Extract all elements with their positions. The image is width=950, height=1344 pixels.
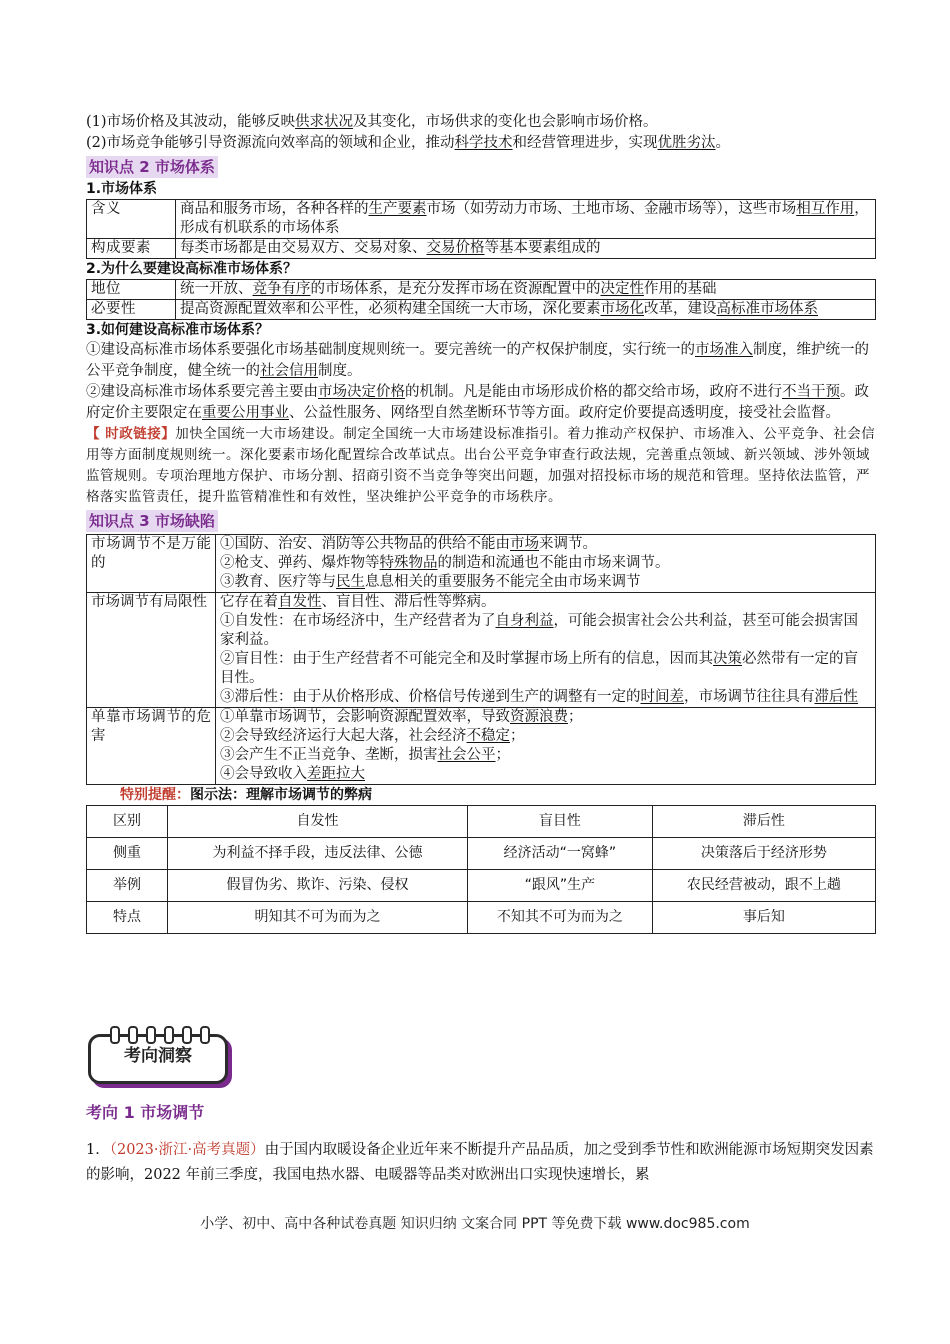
cell-line xyxy=(220,765,871,784)
answer-blank: 相互作用 xyxy=(796,201,855,217)
text-segment: 。 xyxy=(715,135,731,151)
cell-line xyxy=(220,650,871,688)
text-segment: 的市场体系，是充分发挥市场在资源配置中的 xyxy=(310,281,601,297)
table-row xyxy=(87,902,876,934)
table-cell: 经济活动“一窝蜂” xyxy=(467,838,652,870)
document-body xyxy=(86,112,876,934)
text-segment: ，可能会损害社会公共利益，甚至可能会损害国家利益。 xyxy=(220,613,858,648)
row-content xyxy=(176,300,876,320)
answer-blank: 竞争有序 xyxy=(252,281,311,297)
row-label: 必要性 xyxy=(87,300,176,320)
answer-blank: 差距拉大 xyxy=(307,766,365,782)
text-segment: ②建设高标准市场体系要完善主要由 xyxy=(86,384,318,400)
text-segment: ②盲目性：由于生产经营者不可能完全和及时掌握市场上所有的信息，因而其 xyxy=(220,651,713,667)
table-row xyxy=(87,200,876,239)
text-segment: 作用的基础 xyxy=(644,281,717,297)
cell-line xyxy=(220,535,871,554)
text-segment: ，市场调节往往具有 xyxy=(684,689,815,705)
text-segment: ①建设高标准市场体系要强化市场基础制度规则统一。要完善统一的产权保护制度，实行统一的 xyxy=(86,342,695,358)
table-row xyxy=(87,300,876,320)
why-build-table xyxy=(86,279,876,320)
table-cell: 事后知 xyxy=(652,902,875,934)
text-segment: 及其变化，市场供求的变化也会影响市场价格。 xyxy=(353,114,658,130)
text-segment: ①单靠市场调节，会影响资源配置效率，导致 xyxy=(220,709,510,725)
table-cell: 决策落后于经济形势 xyxy=(652,838,875,870)
row-label: 地位 xyxy=(87,280,176,300)
current-affairs-text: 加快全国统一大市场建设。制定全国统一大市场建设标准指引。着力推动产权保护、市场准入、公平竞争、社会信用等方面制度规则统一。深化要素市场化配置综合改革试点。出台公平竞争审查行政法规，完善重点领域、新兴领域、涉外领域监管规则。专项治理地方保护、市场分割、招商引资不当竞争等突出问题，加强对招投标市场的规范和管理。坚持依法监管，严格落实监管责任，提升监管精准性和有效性，坚决维护公平竞争的市场秩序。 xyxy=(86,426,876,505)
row-content xyxy=(216,535,876,593)
table-cell: 不知其不可为而为之 xyxy=(467,902,652,934)
text-segment: 来调节。 xyxy=(539,536,597,552)
row-content xyxy=(176,280,876,300)
answer-blank: 市场决定价格 xyxy=(318,384,405,400)
answer-blank: 高标准市场体系 xyxy=(716,301,818,317)
text-segment: 制度。 xyxy=(318,363,362,379)
reminder-text: 图示法：理解市场调节的弊病 xyxy=(190,787,372,803)
intro-line-1 xyxy=(86,112,876,133)
table-cell: “跟风”生产 xyxy=(467,870,652,902)
cell-line xyxy=(220,612,871,650)
kp2-title: 知识点 2 市场体系 xyxy=(86,156,218,178)
current-affairs-link xyxy=(86,424,876,508)
kp3-title: 知识点 3 市场缺陷 xyxy=(86,510,218,532)
cell-line xyxy=(220,708,871,727)
row-content xyxy=(216,708,876,785)
reminder-tag: 特别提醒： xyxy=(120,787,190,803)
text-segment: 提高资源配置效率和公平性，必须构建全国统一大市场，深化要素 xyxy=(180,301,601,317)
answer-blank: 重要公用事业 xyxy=(202,405,289,421)
table-row xyxy=(87,280,876,300)
text-segment: 市场（如劳动力市场、土地市场、金融市场等），这些市场 xyxy=(426,201,797,217)
table-row xyxy=(87,708,876,785)
text-segment: ①国防、治安、消防等公共物品的供给不能由 xyxy=(220,536,510,552)
text-segment: ②会导致经济运行大起大落，社会经济 xyxy=(220,728,467,744)
row-content xyxy=(216,593,876,708)
table-cell: 明知其不可为而为之 xyxy=(168,902,468,934)
answer-blank: 民生 xyxy=(336,574,365,590)
header-cell: 滞后性 xyxy=(652,806,875,838)
build-point-2 xyxy=(86,382,876,424)
market-defects-table xyxy=(86,534,876,785)
row-label: 市场调节不是万能的 xyxy=(87,535,216,593)
text-segment: 商品和服务市场，各种各样的 xyxy=(180,201,369,217)
text-segment: ； xyxy=(495,747,510,763)
answer-blank: 滞后性 xyxy=(814,689,858,705)
cell-line xyxy=(220,688,871,707)
kp2-subheading-3: 3.如何建设高标准市场体系？ xyxy=(86,322,270,338)
answer-blank: 市场准入 xyxy=(695,342,753,358)
text-segment: ③会产生不正当竞争、垄断，损害 xyxy=(220,747,438,763)
text-segment: ； xyxy=(510,728,525,744)
answer-blank: 不当干预 xyxy=(782,384,840,400)
page-footer: 小学、初中、高中各种试卷真题 知识归纳 文案合同 PPT 等免费下载 www.doc985.com xyxy=(200,1216,750,1232)
kp2-subheading-1: 1.市场体系 xyxy=(86,181,158,197)
answer-blank: 科学技术 xyxy=(454,135,513,151)
text-segment: 、盲目性、滞后性等弊病。 xyxy=(321,594,496,610)
cell-line xyxy=(220,727,871,746)
question-number: 1． xyxy=(86,1142,110,1158)
answer-blank: 资源浪费 xyxy=(510,709,568,725)
kp2-subheading-2: 2.为什么要建设高标准市场体系？ xyxy=(86,261,298,277)
text-segment: 制度，维护统一的公平竞争制度，健全统一的 xyxy=(86,342,869,379)
header-cell: 区别 xyxy=(87,806,168,838)
cell-line xyxy=(220,593,871,612)
row-label: 含义 xyxy=(87,200,176,239)
text-segment: 。政府定价主要限定在 xyxy=(86,384,869,421)
cell-line xyxy=(220,573,871,592)
header-cell: 盲目性 xyxy=(467,806,652,838)
text-segment: ，形成有机联系的市场体系 xyxy=(180,201,869,236)
badge-label: 考向洞察 xyxy=(124,1046,192,1066)
answer-blank: 特殊物品 xyxy=(379,555,438,571)
text-segment: (2)市场竞争能够引导资源流向效率高的领域和企业，推动 xyxy=(86,135,455,151)
text-segment: 改革，建设 xyxy=(644,301,717,317)
table-row xyxy=(87,838,876,870)
question-1 xyxy=(86,1138,876,1188)
row-label: 构成要素 xyxy=(87,239,176,259)
header-cell: 自发性 xyxy=(168,806,468,838)
table-cell: 举例 xyxy=(87,870,168,902)
table-cell: 假冒伪劣、欺诈、污染、侵权 xyxy=(168,870,468,902)
answer-blank: 决策 xyxy=(713,651,742,667)
text-segment: 的制造和流通也不能由市场来调节。 xyxy=(437,555,670,571)
table-row xyxy=(87,870,876,902)
text-segment: 的机制。凡是能由市场形成价格的都交给市场，政府不进行 xyxy=(405,384,782,400)
text-segment: ①自发性：在市场经济中，生产经营者为了 xyxy=(220,613,496,629)
table-cell: 侧重 xyxy=(87,838,168,870)
table-cell: 为利益不择手段，违反法律、公德 xyxy=(168,838,468,870)
exam-direction-title: 考向 1 市场调节 xyxy=(86,1103,205,1122)
table-row xyxy=(87,535,876,593)
answer-blank: 生产要素 xyxy=(368,201,427,217)
intro-line-2 xyxy=(86,133,876,154)
answer-blank: 自发性 xyxy=(278,594,322,610)
section-badge xyxy=(88,1026,228,1084)
answer-blank: 决定性 xyxy=(600,281,644,297)
row-label: 市场调节有局限性 xyxy=(87,593,216,708)
text-segment: ③滞后性：由于从价格形成、价格信号传递到生产的调整有一定的 xyxy=(220,689,641,705)
row-content xyxy=(176,239,876,259)
market-system-table xyxy=(86,199,876,259)
text-segment: 统一开放、 xyxy=(180,281,253,297)
answer-blank: 供求状况 xyxy=(295,114,354,130)
answer-blank: 市场 xyxy=(510,536,539,552)
row-label: 单靠市场调节的危害 xyxy=(87,708,216,785)
answer-blank: 时间差 xyxy=(640,689,684,705)
answer-blank: 不稳定 xyxy=(466,728,510,744)
table-header-row xyxy=(87,806,876,838)
answer-blank: 社会信用 xyxy=(260,363,318,379)
row-content xyxy=(176,200,876,239)
text-segment: ④会导致收入 xyxy=(220,766,307,782)
text-segment: 它存在着 xyxy=(220,594,278,610)
cell-line xyxy=(220,746,871,765)
comparison-table xyxy=(86,805,876,934)
text-segment: 息息相关的重要服务不能完全由市场来调节 xyxy=(365,574,641,590)
answer-blank: 优胜劣汰 xyxy=(657,135,716,151)
cell-line xyxy=(220,554,871,573)
current-affairs-tag: 【 时政链接】 xyxy=(86,426,176,442)
answer-blank: 社会公平 xyxy=(437,747,496,763)
question-source: （2023·浙江·高考真题） xyxy=(109,1142,265,1158)
text-segment: (1)市场价格及其波动，能够反映 xyxy=(86,114,296,130)
build-point-1 xyxy=(86,340,876,382)
answer-blank: 市场化 xyxy=(600,301,644,317)
text-segment: ③教育、医疗等与 xyxy=(220,574,336,590)
text-segment: 等基本要素组成的 xyxy=(484,240,601,256)
answer-blank: 交易价格 xyxy=(426,240,485,256)
text-segment: ②枪支、弹药、爆炸物等 xyxy=(220,555,380,571)
special-reminder xyxy=(120,785,876,805)
table-cell: 农民经营被动，跟不上趟 xyxy=(652,870,875,902)
answer-blank: 自身利益 xyxy=(495,613,554,629)
table-row xyxy=(87,239,876,259)
text-segment: 必然带有一定的盲目性。 xyxy=(220,651,858,686)
text-segment: 、公益性服务、网络型自然垄断环节等方面。政府定价要提高透明度，接受社会监督。 xyxy=(289,405,840,421)
text-segment: ； xyxy=(568,709,583,725)
text-segment: 和经营管理进步，实现 xyxy=(512,135,658,151)
text-segment: 每类市场都是由交易双方、交易对象、 xyxy=(180,240,427,256)
table-row xyxy=(87,593,876,708)
question-text: 由于国内取暖设备企业近年来不断提升产品品质，加之受到季节性和欧洲能源市场短期突发因素的影响，2022 年前三季度，我国电热水器、电暖器等品类对欧洲出口实现快速增长，累 xyxy=(86,1142,874,1183)
table-cell: 特点 xyxy=(87,902,168,934)
